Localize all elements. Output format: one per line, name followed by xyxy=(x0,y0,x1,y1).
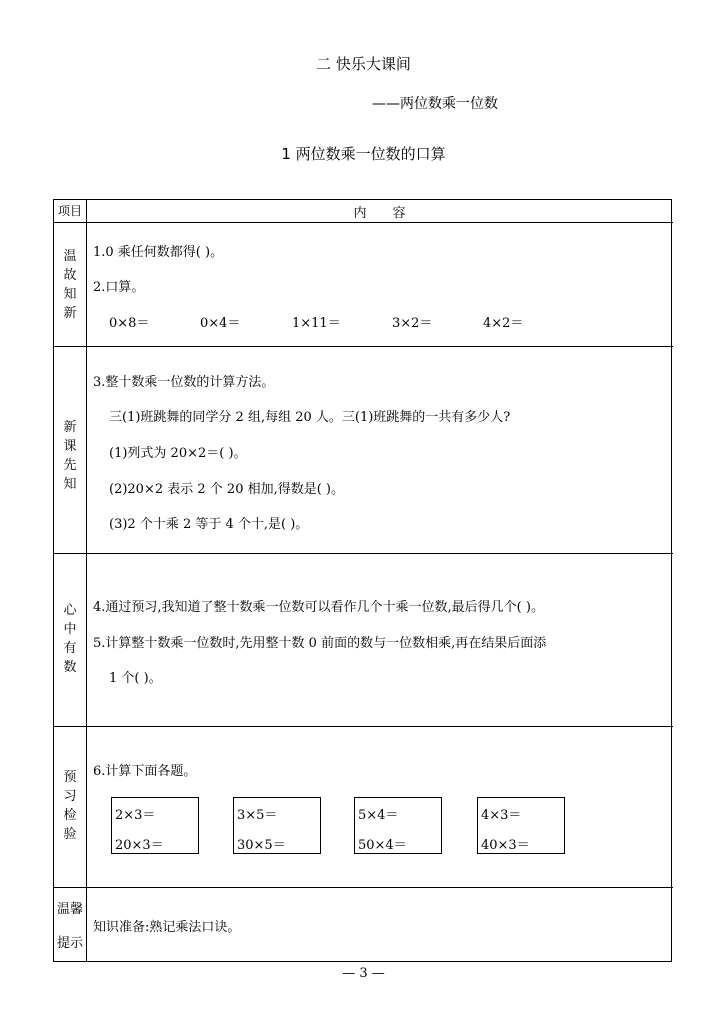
calc-item: 0×8＝ xyxy=(109,316,150,331)
sub-question-2: (2)20×2 表示 2 个 20 相加,得数是( )。 xyxy=(109,482,345,497)
section-label-check: 预 习 检 验 xyxy=(63,770,77,842)
column-header-item: 项目 xyxy=(57,204,82,218)
exercise-line: 20×3＝ xyxy=(115,838,164,853)
sub-question-1: (1)列式为 20×2＝( )。 xyxy=(109,446,247,461)
lesson-title: 1 两位数乘一位数的口算 xyxy=(281,145,446,163)
row-divider xyxy=(53,726,673,727)
page-title: 二 快乐大课间 xyxy=(316,55,411,73)
question-1: 1.0 乘任何数都得( )。 xyxy=(93,245,224,260)
question-2: 2.口算。 xyxy=(93,280,145,295)
exercise-box xyxy=(477,797,565,854)
exercise-line: 5×4＝ xyxy=(358,808,399,823)
calc-item: 1×11＝ xyxy=(292,316,341,331)
exercise-box xyxy=(354,797,442,854)
row-divider xyxy=(53,887,673,888)
page-subtitle: ——两位数乘一位数 xyxy=(372,96,498,112)
calc-item: 4×2＝ xyxy=(483,316,524,331)
exercise-line: 2×3＝ xyxy=(115,808,156,823)
column-header-content: 内容 xyxy=(353,206,432,221)
exercise-box xyxy=(233,797,321,854)
question-4: 4.通过预习,我知道了整十数乘一位数可以看作几个十乘一位数,最后得几个( )。 xyxy=(93,600,544,615)
exercise-line: 50×4＝ xyxy=(358,838,407,853)
section-label-mind: 心 中 有 数 xyxy=(63,603,77,675)
exercise-line: 4×3＝ xyxy=(481,808,522,823)
row-divider xyxy=(53,346,673,347)
exercise-line: 3×5＝ xyxy=(237,808,278,823)
section-label-tip: 温馨 xyxy=(56,902,83,917)
question-5-continued: 1 个( )。 xyxy=(109,671,162,686)
section-label-new: 新 课 先 知 xyxy=(63,420,77,492)
section-label-tip: 提示 xyxy=(56,936,83,951)
tip-text: 知识准备:熟记乘法口诀。 xyxy=(93,920,241,935)
page-number: — 3 — xyxy=(342,966,385,981)
section-label-review: 温 故 知 新 xyxy=(63,249,77,321)
exercise-line: 30×5＝ xyxy=(237,838,286,853)
row-divider xyxy=(53,553,673,554)
sub-question-3: (3)2 个十乘 2 等于 4 个十,是( )。 xyxy=(109,517,309,532)
row-divider xyxy=(53,222,673,223)
word-problem: 三(1)班跳舞的同学分 2 组,每组 20 人。三(1)班跳舞的一共有多少人? xyxy=(109,410,511,425)
calc-item: 0×4＝ xyxy=(200,316,241,331)
question-3: 3.整十数乘一位数的计算方法。 xyxy=(93,375,275,390)
calc-item: 3×2＝ xyxy=(392,316,433,331)
exercise-box xyxy=(111,797,199,854)
question-6: 6.计算下面各题。 xyxy=(93,764,197,779)
question-5: 5.计算整十数乘一位数时,先用整十数 0 前面的数与一位数相乘,再在结果后面添 xyxy=(93,636,547,651)
exercise-line: 40×3＝ xyxy=(481,838,530,853)
